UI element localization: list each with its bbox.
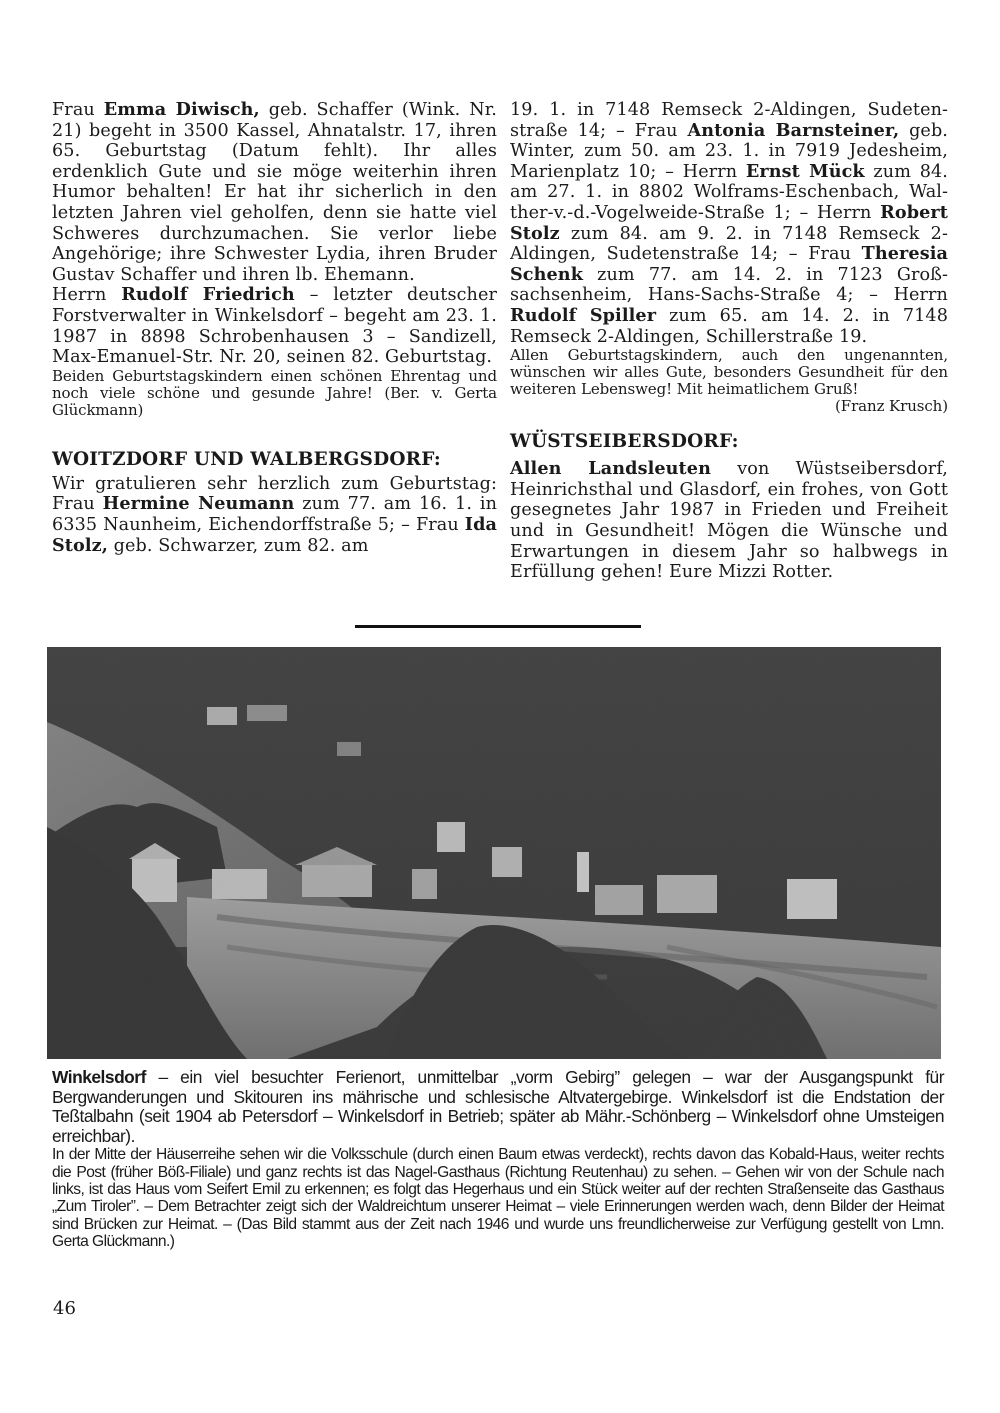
text: zum 77. am 14. 2. in 7123 Großsachsenheim, Hans-Sachs-Straße 4; – Herrn bbox=[510, 264, 948, 306]
text: – ein viel besuchter Ferienort, unmittelbar „vorm Gebirg” gelegen – war der Ausgangspunkt für Bergwanderungen und Skitouren ins mährische und schlesische Altvatergebirge. Winkelsdorf ist die Endstation der Teßtalbahn (seit 1904 ab Petersdorf – Winkelsdorf in Betrieb; später ab Mähr.-Schönberg – Winkelsdorf ohne Umsteigen erreichbar). bbox=[52, 1067, 944, 1146]
text: geb. Schwarzer, zum 82. am bbox=[107, 535, 369, 556]
text: Wir gratulieren sehr herzlich zum Geburtstag: Frau bbox=[52, 473, 497, 515]
birthday-list-continued bbox=[510, 100, 948, 347]
person-name: Rudolf Friedrich bbox=[121, 284, 295, 306]
text: zum 84. am 9. 2. in 7148 Remseck 2-Aldingen, Sudetenstraße 14; – Frau bbox=[510, 223, 948, 265]
text: zum 77. am 16. 1. in 6335 Naunheim, Eichendorffstraße 5; – Frau bbox=[52, 494, 497, 535]
person-name: Theresia Schenk bbox=[510, 243, 948, 285]
caption-detail-text: In der Mitte der Häuserreihe sehen wir die Volksschule (durch einen Baum etwas verdeckt), rechts davon das Kobald-Haus, weiter rechts die Post (früher Böß-Filiale) und ganz rechts ist das Nagel-Gasthaus (Richtung Reutenhau) zu sehen. – Gehen wir von der Schule nach links, ist das Haus vom Seifert Emil zu erkennen; es folgt das Hegerhaus und ein Stück weiter auf der rechten Straßenseite das Gasthaus „Zum Tiroler”. – Dem Betrachter zeigt sich der Waldreichtum unserer Heimat – viele Erinnerungen werden wach, denn Bilder der Heimat sind Brücken zur Heimat. – (Das Bild stammt aus der Zeit nach 1946 und wurde uns freundlicherweise zur Verfügung gestellt von Lmn. Gerta Glückmann.) bbox=[52, 1146, 944, 1250]
section-body-wuestseibersdorf bbox=[510, 459, 948, 583]
separator-rule bbox=[355, 625, 641, 628]
text: geb. Schaffer (Wink. Nr. 21) begeht in 3500 Kassel, Ahnatalstr. 17, ihren 65. Geburtstag (Datum fehlt). Ihr alles erdenklich Gute und sie möge weiterhin ihren Humor behalten! Er hat ihr sicherlich in den letzten Jahren viel geholfen, denn sie hatte viel Schweres durchzumachen. Sie verlor liebe Angehörige; ihre Schwester Lydia, ihren Bruder Gustav Schaffer und ihren lb. Ehemann. bbox=[52, 100, 497, 285]
lead-text: Allen Landsleuten bbox=[510, 458, 711, 480]
birthday-entry-rudolf-friedrich bbox=[52, 285, 497, 367]
text: zum 84. am 27. 1. in 8802 Wolframs-Eschenbach, Walther-v.-d.-Vogelweide-Straße 1; – Herrn bbox=[510, 161, 948, 223]
person-name: Emma Diwisch, bbox=[103, 99, 260, 120]
page-number: 46 bbox=[53, 1298, 76, 1319]
section-heading-woitzdorf: WOITZDORF UND WALBERGSDORF: bbox=[52, 448, 441, 470]
text: zum 65. am 14. 2. in 7148 Remseck 2-Aldingen, Schillerstraße 19. bbox=[510, 305, 949, 347]
closing-greeting: Allen Geburtstagskindern, auch den ungenannten, wünschen wir alles Gute, besonders Gesundheit für den weiteren Lebensweg! Mit heimatlichem Gruß! bbox=[510, 346, 948, 399]
text: Herrn bbox=[52, 285, 122, 306]
birthday-entry-emma-diwisch bbox=[52, 100, 497, 285]
text: Frau bbox=[52, 100, 104, 120]
landscape-photo-illustration bbox=[47, 647, 941, 1059]
section-body-woitzdorf bbox=[52, 474, 497, 556]
person-name: Hermine Neumann bbox=[102, 493, 295, 515]
greeting-note: Beiden Geburtstagskindern einen schönen Ehrentag und noch viele schöne und gesunde Jahre! (Ber. v. Gerta Glückmann) bbox=[52, 366, 497, 419]
section-heading-wuestseibersdorf: WÜSTSEIBERSDORF: bbox=[510, 431, 739, 453]
text: – letzter deutscher Forstverwalter in Winkelsdorf – begeht am 23. 1. 1987 in 8898 Schrobenhausen 3 – Sandizell, Max-Emanuel-Str. Nr. 20, seinen 82. Geburtstag. bbox=[52, 285, 497, 368]
author-signature: (Franz Krusch) bbox=[835, 397, 948, 416]
text: von Wüstseibersdorf, Heinrichsthal und Glasdorf, ein frohes, von Gott gesegnetes Jahr 1987 in Frieden und Freiheit und in Gesundheit! Mögen die Wünsche und Erwartungen in diesem Jahr so halbwegs in Erfüllung gehen! Eure Mizzi Rotter. bbox=[510, 459, 948, 583]
person-name: Robert Stolz bbox=[510, 201, 948, 244]
caption-main-text bbox=[52, 1068, 944, 1146]
person-name: Ernst Mück bbox=[745, 160, 865, 182]
left-column bbox=[52, 100, 497, 556]
caption-lead: Winkelsdorf bbox=[52, 1067, 146, 1087]
text: 19. 1. in 7148 Remseck 2-Aldingen, Sudetenstraße 14; – Frau bbox=[510, 100, 948, 141]
village-photo bbox=[47, 647, 941, 1059]
text: geb. Winter, zum 50. am 23. 1. in 7919 Jedesheim, Marienplatz 10; – Herrn bbox=[510, 120, 948, 182]
person-name: Rudolf Spiller bbox=[510, 304, 657, 326]
person-name: Ida Stolz, bbox=[52, 513, 497, 556]
photo-caption bbox=[52, 1068, 944, 1250]
person-name: Antonia Barnsteiner, bbox=[687, 119, 900, 141]
right-column bbox=[510, 100, 948, 583]
